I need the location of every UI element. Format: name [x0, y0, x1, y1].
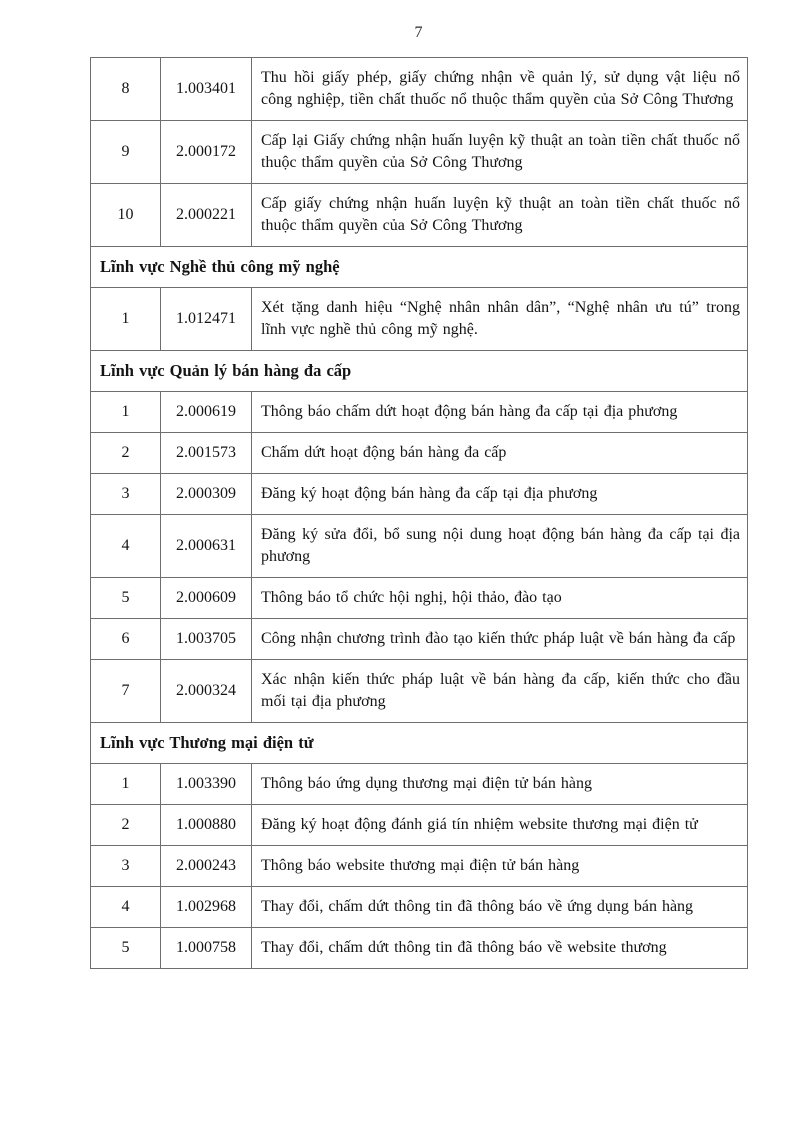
procedure-name-cell: Thông báo ứng dụng thương mại điện tử bán hàng — [252, 764, 748, 805]
row-index-cell: 1 — [91, 764, 161, 805]
procedure-row — [91, 58, 748, 121]
section-header-label: Lĩnh vực Thương mại điện tử — [91, 723, 748, 764]
procedure-code-cell: 2.000619 — [161, 392, 252, 433]
section-header-row — [91, 247, 748, 288]
procedure-name-cell: Chấm dứt hoạt động bán hàng đa cấp — [252, 433, 748, 474]
procedure-row — [91, 121, 748, 184]
section-header-row — [91, 723, 748, 764]
procedure-row — [91, 660, 748, 723]
procedure-name-cell: Xét tặng danh hiệu “Nghệ nhân nhân dân”, “Nghệ nhân ưu tú” trong lĩnh vực nghề thủ công mỹ nghệ. — [252, 288, 748, 351]
procedure-name-cell: Cấp giấy chứng nhận huấn luyện kỹ thuật an toàn tiền chất thuốc nổ thuộc thẩm quyền của Sở Công Thương — [252, 184, 748, 247]
procedure-code-cell: 2.000609 — [161, 578, 252, 619]
procedure-name-cell: Công nhận chương trình đào tạo kiến thức pháp luật về bán hàng đa cấp — [252, 619, 748, 660]
section-header-label: Lĩnh vực Quản lý bán hàng đa cấp — [91, 351, 748, 392]
procedure-row — [91, 619, 748, 660]
procedures-table-body — [91, 58, 748, 969]
procedure-row — [91, 515, 748, 578]
procedure-code-cell: 2.000243 — [161, 846, 252, 887]
procedure-name-cell: Cấp lại Giấy chứng nhận huấn luyện kỹ thuật an toàn tiền chất thuốc nổ thuộc thẩm quyền của Sở Công Thương — [252, 121, 748, 184]
procedure-name-cell: Đăng ký hoạt động bán hàng đa cấp tại địa phương — [252, 474, 748, 515]
procedure-row — [91, 578, 748, 619]
row-index-cell: 9 — [91, 121, 161, 184]
procedure-code-cell: 1.002968 — [161, 887, 252, 928]
procedure-row — [91, 764, 748, 805]
procedure-code-cell: 2.000309 — [161, 474, 252, 515]
procedure-row — [91, 846, 748, 887]
procedure-name-cell: Thu hồi giấy phép, giấy chứng nhận về quản lý, sử dụng vật liệu nổ công nghiệp, tiền chất thuốc nổ thuộc thẩm quyền của Sở Công Thương — [252, 58, 748, 121]
procedure-row — [91, 433, 748, 474]
procedure-code-cell: 1.012471 — [161, 288, 252, 351]
row-index-cell: 1 — [91, 288, 161, 351]
row-index-cell: 5 — [91, 578, 161, 619]
section-header-label: Lĩnh vực Nghề thủ công mỹ nghệ — [91, 247, 748, 288]
procedure-name-cell: Thông báo chấm dứt hoạt động bán hàng đa cấp tại địa phương — [252, 392, 748, 433]
procedure-name-cell: Đăng ký hoạt động đánh giá tín nhiệm website thương mại điện tử — [252, 805, 748, 846]
page-number: 7 — [414, 24, 423, 41]
procedure-code-cell: 2.001573 — [161, 433, 252, 474]
row-index-cell: 3 — [91, 846, 161, 887]
procedure-code-cell: 2.000324 — [161, 660, 252, 723]
procedure-name-cell: Thông báo website thương mại điện tử bán hàng — [252, 846, 748, 887]
procedure-code-cell: 1.003705 — [161, 619, 252, 660]
procedure-code-cell: 1.003401 — [161, 58, 252, 121]
procedure-code-cell: 1.003390 — [161, 764, 252, 805]
procedure-code-cell: 2.000631 — [161, 515, 252, 578]
row-index-cell: 2 — [91, 433, 161, 474]
procedure-row — [91, 288, 748, 351]
row-index-cell: 7 — [91, 660, 161, 723]
procedure-row — [91, 184, 748, 247]
row-index-cell: 6 — [91, 619, 161, 660]
procedure-row — [91, 805, 748, 846]
row-index-cell: 5 — [91, 928, 161, 969]
row-index-cell: 4 — [91, 515, 161, 578]
procedure-row — [91, 887, 748, 928]
row-index-cell: 1 — [91, 392, 161, 433]
row-index-cell: 10 — [91, 184, 161, 247]
row-index-cell: 8 — [91, 58, 161, 121]
procedure-name-cell: Thay đổi, chấm dứt thông tin đã thông báo về website thương — [252, 928, 748, 969]
section-header-row — [91, 351, 748, 392]
procedure-code-cell: 1.000758 — [161, 928, 252, 969]
procedure-code-cell: 1.000880 — [161, 805, 252, 846]
row-index-cell: 3 — [91, 474, 161, 515]
procedure-name-cell: Xác nhận kiến thức pháp luật về bán hàng đa cấp, kiến thức cho đầu mối tại địa phương — [252, 660, 748, 723]
procedure-code-cell: 2.000221 — [161, 184, 252, 247]
procedure-row — [91, 928, 748, 969]
procedures-table — [90, 57, 748, 969]
procedure-row — [91, 474, 748, 515]
procedure-name-cell: Thông báo tổ chức hội nghị, hội thảo, đào tạo — [252, 578, 748, 619]
procedure-name-cell: Thay đổi, chấm dứt thông tin đã thông báo về ứng dụng bán hàng — [252, 887, 748, 928]
row-index-cell: 2 — [91, 805, 161, 846]
procedure-name-cell: Đăng ký sửa đổi, bổ sung nội dung hoạt động bán hàng đa cấp tại địa phương — [252, 515, 748, 578]
procedure-code-cell: 2.000172 — [161, 121, 252, 184]
procedure-row — [91, 392, 748, 433]
row-index-cell: 4 — [91, 887, 161, 928]
